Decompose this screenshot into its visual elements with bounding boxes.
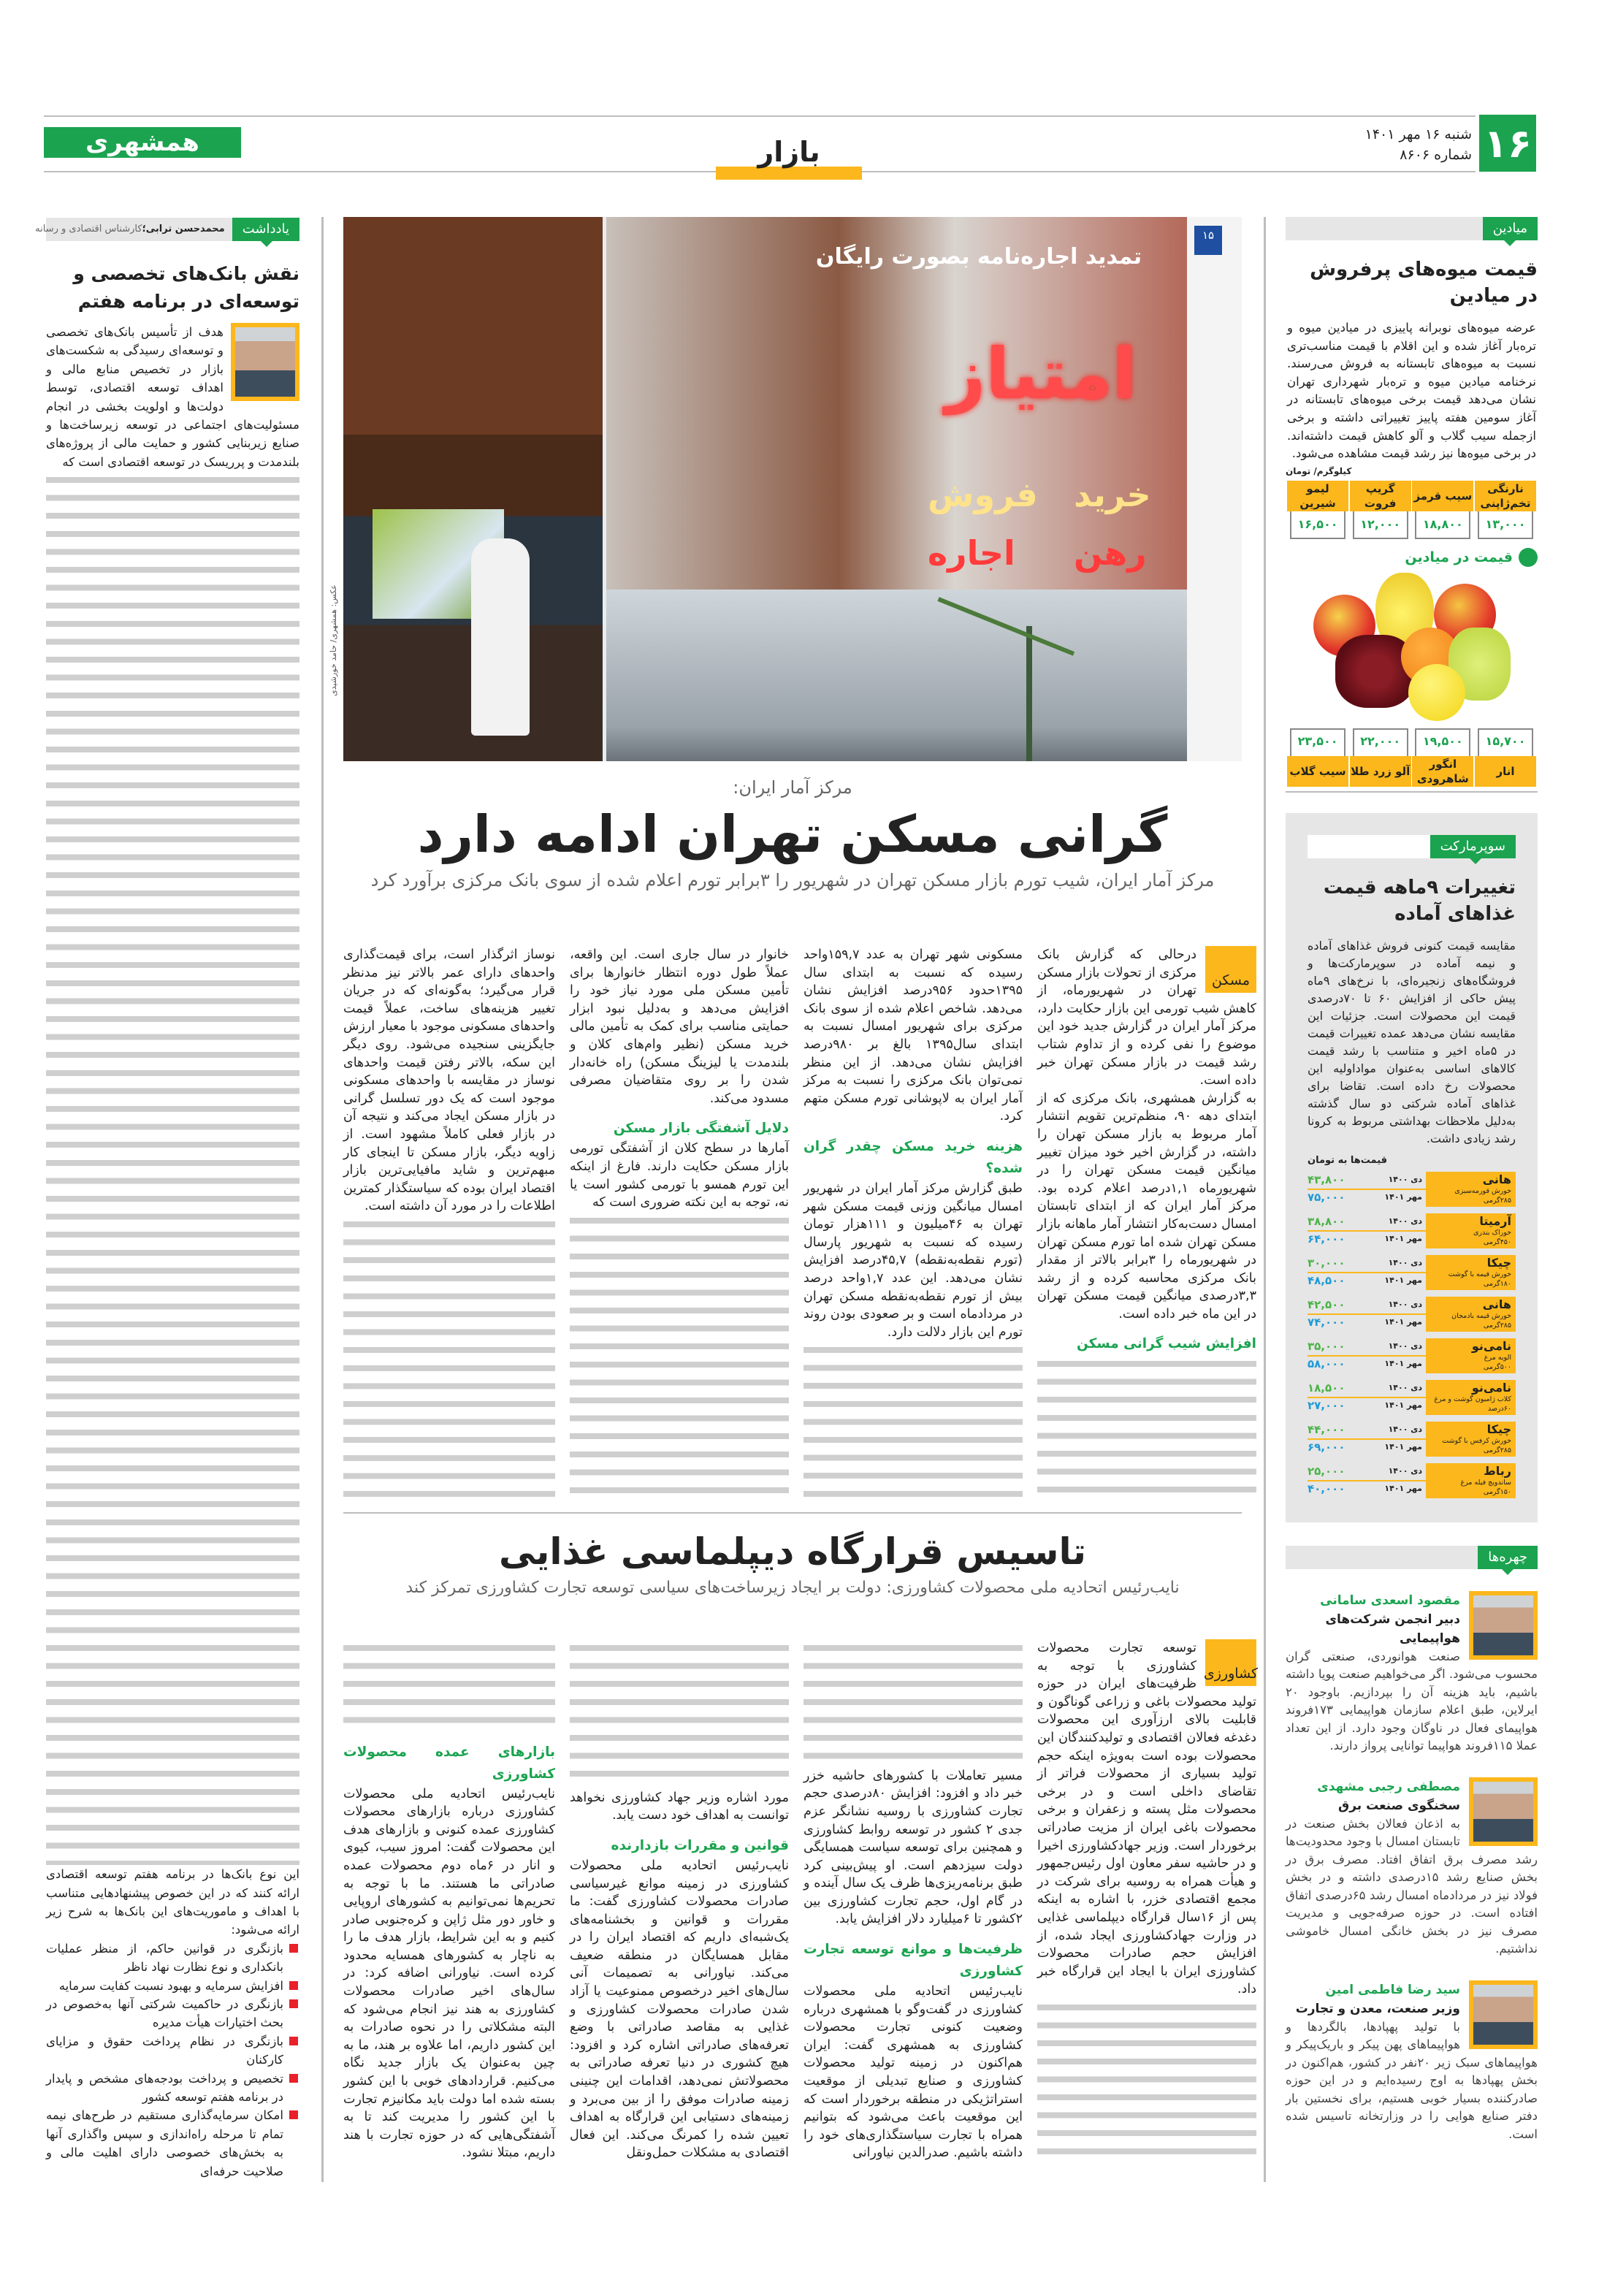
old-date-label: دی ۱۴۰۰: [1388, 1424, 1422, 1434]
product-weight: ۱۸۰گرمی: [1483, 1279, 1511, 1288]
person-entry: [1286, 1777, 1538, 1959]
product-label: [1426, 1213, 1516, 1248]
person-quote: به اذعان فعالان بخش صنعت در تابستان امسال با وجود محدودیت‌ها رشد مصرف برق اتفاق افتاد. مصرف برق در بخش صنایع رشد ۱۵درصدی داشته و در بخش فولاد نیز در مردادماه امسال رشد ۶۵درصدی اتفاق افتاده است. در حوزه صرفه‌جویی و مدیریت مصرف نیز در بخش خانگی امسال خاموشی نداشتیم.: [1286, 1816, 1538, 1956]
issue-date: شنبه ۱۶ مهر ۱۴۰۱: [1364, 126, 1472, 142]
fruit-price-box: [1415, 728, 1470, 785]
row-separator: [1308, 1272, 1426, 1273]
editorial-tag: یادداشت: [232, 218, 299, 241]
product-weight: ۲۸۵گرمی: [1483, 1446, 1511, 1454]
housing-p3: مسکونی شهر تهران به عدد ۱۵۹,۷واحد رسیده که نسبت به ابتدای سال ۱۳۹۵حدود ۹۵۶درصد افزایش نشان می‌دهد. شاخص اعلام شده از سوی بانک مرکزی برای شهریور امسال نسبت به ابتدای سال۱۳۹۵ بالغ بر ۹۸۰درصد افزایش نشان می‌دهد. از این منظر نمی‌توان بانک مرکزی را نسبت به مرکز آمار ایران به لاپوشانی تورم مسکن متهم کرد.: [804, 947, 1023, 1124]
price-row: [1308, 1297, 1516, 1332]
product-weight: ۴۵۰گرمی: [1483, 1237, 1511, 1246]
new-date-label: مهر ۱۴۰۱: [1384, 1483, 1422, 1493]
food-p2: مسیر تعاملات با کشورهای حاشیه خزر خبر داد و افزود: افزایش ۸۰درصدی حجم تجارت کشاورزی با روسیه نشانگر عزم جدی ۲ کشور در توسعه روابط کشاورزی و همچنین برای توسعه سیاست همسایگی دولت سیزدهم است. او پیش‌بینی کرد طبق برنامه‌ریزی‌ها ظرف یک سال آینده و در گام اول، حجم تجارت کشاورزی بین ۲کشور تا ۶میلیارد دلار افزایش یابد.: [804, 1768, 1023, 1927]
fruit-price: ۱۶,۵۰۰: [1297, 516, 1338, 531]
row-separator: [1308, 1480, 1426, 1481]
house-number-plate: ۱۵: [1194, 226, 1222, 255]
article-divider: [343, 1512, 1242, 1514]
photo-crane-mast: [1026, 626, 1032, 761]
photo-neon-buy: خرید: [1074, 475, 1151, 514]
price-values: [1308, 1338, 1426, 1373]
food-body-text: [570, 1639, 789, 1789]
supermarket-body: مقایسه قیمت کنونی فروش غذاهای آماده و نیمه آماده در سوپرمارکت‌ها و فروشگاه‌های زنجیره‌ای، با نرخ‌های ۹ماه پیش حاکی از افزایش ۶۰ تا ۷۰درصدی قیمت این محصولات است. جزئیات این مقایسه نشان می‌دهد عمده تغییرات قیمت در ۵ماه اخیر و متناسب با رشد قیمت کالاهای اساسی به‌عنوان مواداولیه این محصولات رخ داده است. تقاضا برای غذاهای آماده شرکتی دو سال گذشته به‌دلیل ملاحظات بهداشتی مربوط به کرونا رشد زیادی داشت.: [1308, 938, 1516, 1145]
header-top-rule: [44, 115, 1476, 117]
food-p3: نایب‌رئیس اتحادیه ملی محصولات کشاورزی در گفت‌وگو با همشهری درباره وضعیت کنونی تجارت محصولات کشاورزی به همشهری گفت: ایران هم‌اکنون در زمینه تولید محصولات کشاورزی و صنایع تبدیلی از موقعیت استراتژیکی در منطقه برخوردار است که این موقعیت باعث می‌شود که بتوانیم همراه با تجارت سیاستگذاری‌های خود را داشته باشیم. صدرالدین نیاورانی: [804, 1984, 1023, 2161]
fruit-price: ۱۸,۸۰۰: [1422, 516, 1463, 531]
food-col-1: [1037, 1639, 1259, 2162]
section-title: [716, 136, 862, 180]
column-rule-right: [1264, 217, 1266, 2182]
product-brand: نامی‌نو: [1471, 1338, 1511, 1353]
bullet-item: افزایش سرمایه و بهبود نسبت کفایت سرمایه: [46, 1977, 299, 1995]
legend-dot-icon: [1519, 548, 1538, 567]
person-role: سخنگوی صنعت برق: [1338, 1798, 1460, 1813]
product-name: ساندویچ فیله مرغ: [1460, 1478, 1511, 1487]
fruit-photo: [1306, 573, 1518, 722]
person-entry: [1286, 1980, 1538, 2144]
photo-neon-mortgage: رهن: [1074, 533, 1147, 573]
price-row: [1308, 1338, 1516, 1373]
photo-sign-top: تمدید اجاره‌نامه بصورت رایگان: [815, 244, 1142, 270]
price-row: [1308, 1380, 1516, 1415]
price-values: [1308, 1172, 1426, 1207]
product-label: [1426, 1255, 1516, 1290]
maidan-bottom-rule: [1286, 791, 1538, 793]
new-price: ۲۷,۰۰۰: [1308, 1398, 1345, 1412]
person-role: دبیر انجمن شرکت‌های هواپیمایی: [1325, 1612, 1460, 1646]
newspaper-logo: همشهری: [44, 127, 241, 158]
person-quote: با تولید پهپادها، بالگردها و هواپیماهای پهن پیکر و باریک‌پیکر و هواپیماهای سبک زیر ۲۰نفر در کشور، هم‌اکنون در بخش پهپادها به اوج رسیده‌ایم و در این حوزه صادرکننده بسیار خوبی هستیم، برای نخستین بار دفتر صنایع هوایی را در وزارتخانه تاسیس شده است.: [1286, 2019, 1538, 2141]
housing-photo: [343, 217, 1242, 761]
issue-info: [1329, 124, 1472, 165]
new-date-label: مهر ۱۴۰۱: [1384, 1316, 1422, 1327]
housing-kicker: مرکز آمار ایران:: [733, 777, 852, 798]
product-name: الویه مرغ: [1484, 1353, 1511, 1362]
new-price: ۴۰,۰۰۰: [1308, 1481, 1345, 1495]
photo-caption: عکس: همشهری/ حامد خورشیدی: [329, 584, 338, 696]
product-brand: آرمیتا: [1479, 1213, 1511, 1228]
food-p5: نایب‌رئیس اتحادیه ملی محصولات کشاورزی در زمینه موانع غیرسیاسی صادرات محصولات کشاورزی گفت: ما مقررات و قوانین و بخشنامه‌های یک‌شبه‌ای داریم که اقتصاد ایران را در مقابل همسایگان در منطقه ضعیف می‌کند. نیاورانی به تصمیمات آنی سال‌های اخیر درخصوص ممنوعیت یا آزاد شدن صادرات محصولات کشاورزی و غذایی به مقاصد صادراتی با وضع تعرفه‌های صادراتی اشاره کرد و افزود: هیچ کشوری در دنیا تعرفه صادراتی به محصولاتش نمی‌دهد، اقدامات این چنینی زمینه صادرات موفق را از بین می‌برد و زمینه‌های دستیابی این قرارگاه به اهداف تعیین شده را کمرنگ می‌کند. این فعال اقتصادی به مشکلات حمل‌ونقل: [570, 1858, 789, 2161]
row-separator: [1308, 1313, 1426, 1315]
price-row: [1308, 1172, 1516, 1207]
housing-subhead-2: هزینه خرید مسکن چقدر گران شده؟: [804, 1138, 1023, 1176]
faces-list: [1286, 1569, 1538, 2144]
fruit-price-box: [1478, 728, 1533, 778]
product-brand: هانی: [1482, 1297, 1511, 1311]
photo-crane-decal: [606, 590, 1187, 761]
housing-p2: به گزارش همشهری، بانک مرکزی که از ابتدای دهه ۹۰، منظم‌ترین تقویم انتشار آمار مربوط به بازار مسکن تهران را داشته، در گزارش اخیر خود میزان تغییر میانگین قیمت مسکن تهران را در شهریورماه ۱,۱درصد اعلام کرده بود. مرکز آمار ایران که از ابتدای تابستان امسال دست‌به‌کار انتشار آمار ماهانه بازار مسکن تهران شده اما تورم مسکن تهران در شهریورماه را ۳برابر بالاتر از مقدار بانک مرکزی محاسبه کرده و از رشد ۳,۳درصدی میانگین قیمت مسکن تهران در این ماه خبر داده است.: [1037, 1091, 1257, 1321]
housing-body-text: [1037, 1355, 1256, 1498]
price-values: [1308, 1463, 1426, 1498]
product-label: [1426, 1297, 1516, 1332]
new-date-label: مهر ۱۴۰۱: [1384, 1233, 1422, 1243]
maidan-unit: کیلوگرم/ تومان: [1286, 465, 1352, 476]
column-rule-left: [321, 217, 324, 2182]
editorial-tagbar: [35, 218, 299, 241]
fruit-price: ۱۲,۰۰۰: [1360, 516, 1401, 531]
fruit-name: لیمو شیرین: [1287, 481, 1348, 511]
product-name: خورش قیمه با گوشت: [1448, 1270, 1511, 1278]
food-body-text: [343, 1639, 555, 1731]
editorial-byline: [35, 224, 225, 235]
food-tag: کشاورزی: [1205, 1639, 1256, 1686]
product-name: خوراک بندری: [1473, 1228, 1511, 1237]
new-price: ۶۹,۰۰۰: [1308, 1440, 1345, 1454]
fruit-price-box: [1290, 481, 1345, 539]
price-row: [1308, 1255, 1516, 1290]
photo-neon-brand: امتیاز: [944, 333, 1137, 415]
bullet-item: تخصیص و پرداخت بودجه‌های مشخص و پایدار در برنامه هفتم توسعه کشور: [46, 2070, 299, 2107]
fruit-price: ۲۲,۰۰۰: [1360, 733, 1401, 748]
new-date-label: مهر ۱۴۰۱: [1384, 1400, 1422, 1410]
photo-person: [471, 538, 530, 736]
fruit-price: ۲۳,۵۰۰: [1297, 733, 1338, 748]
old-price: ۴۴,۰۰۰: [1308, 1422, 1345, 1436]
housing-body-text: [570, 1212, 789, 1498]
product-brand: چیکا: [1486, 1422, 1511, 1436]
editorial-author: محمدحسن ترابی؛: [142, 224, 225, 234]
product-weight: ۲۸۵گرمی: [1483, 1321, 1511, 1330]
housing-headline: گرانی مسکن تهران ادامه دارد: [417, 804, 1168, 864]
section-label: بازار: [757, 136, 820, 168]
food-p4: مورد اشاره وزیر جهاد کشاورزی نخواهد توانست به اهداف خود دست یابد.: [570, 1790, 789, 1823]
fruit-name: انار: [1475, 756, 1536, 787]
section-underline: [716, 167, 862, 180]
price-row: [1308, 1463, 1516, 1498]
maidan-legend: [1286, 548, 1538, 567]
old-price: ۲۵,۰۰۰: [1308, 1464, 1345, 1478]
old-price: ۴۳,۸۰۰: [1308, 1172, 1345, 1186]
old-date-label: دی ۱۴۰۰: [1388, 1257, 1422, 1267]
fruit-name: نارنگی تخم‌ژاپنی: [1475, 481, 1536, 511]
food-col-2: [804, 1639, 1023, 2162]
supermarket-title: تغییرات ۹ماهه قیمت غذاهای آماده: [1323, 876, 1516, 925]
product-label: [1426, 1422, 1516, 1457]
price-row: [1308, 1213, 1516, 1248]
housing-body-text: [804, 1341, 1023, 1498]
old-price: ۳۰,۰۰۰: [1308, 1256, 1345, 1270]
fruit-price: ۱۵,۷۰۰: [1485, 733, 1526, 748]
housing-lead: مرکز آمار ایران، شیب تورم بازار مسکن تهران در شهریور را ۳برابر تورم اعلام شده از سوی بانک مرکزی برآورد کرد: [370, 870, 1215, 890]
food-subhead-1: ظرفیت‌ها و موانع توسعه تجارت کشاورزی: [804, 1942, 1023, 1980]
new-price: ۷۵,۰۰۰: [1308, 1190, 1345, 1204]
new-date-label: مهر ۱۴۰۱: [1384, 1358, 1422, 1368]
photo-neon-sell: فروش: [928, 475, 1038, 514]
editorial-title: نقش بانک‌های تخصصی و توسعه‌ای در برنامه هفتم: [73, 263, 299, 312]
housing-body-text: [343, 1216, 555, 1498]
new-date-label: مهر ۱۴۰۱: [1384, 1191, 1422, 1202]
bullet-item: بازنگری در حاکمیت شرکتی آنها به‌خصوص در بحث اختیارات هیأت مدیره: [46, 1995, 299, 2032]
fruit-price: ۱۳,۰۰۰: [1485, 516, 1526, 531]
person-photo: [1469, 1591, 1538, 1660]
fruit-price: ۱۹,۵۰۰: [1422, 733, 1463, 748]
food-body-text: [804, 1639, 1023, 1767]
person-role: وزیر صنعت، معدن و تجارت: [1295, 2001, 1460, 2016]
product-weight: ۶۰درصد: [1487, 1404, 1511, 1413]
price-values: [1308, 1422, 1426, 1457]
fruit-price-box: [1413, 489, 1473, 539]
product-label: [1426, 1380, 1516, 1415]
faces-tagbar: [1286, 1546, 1538, 1569]
new-price: ۶۴,۰۰۰: [1308, 1232, 1345, 1246]
food-lead: نایب‌رئیس اتحادیه ملی محصولات کشاورزی: دولت بر ایجاد زیرساخت‌های سیاسی توسعه تجارت کشاورزی تمرکز کند: [405, 1579, 1180, 1597]
person-quote: صنعت هوانوردی، صنعتی گران محسوب می‌شود. اگر می‌خواهیم صنعت پویا داشته باشیم، باید هزینه آن را بپردازیم. باوجود ۲۰ ایرلاین، طبق اعلام سازمان هواپیمایی ۱۷۳فروند هواپیمای فعال در ناوگان وجود دارد. از این تعداد عملا ۱۱۵فروند هواپیما توانایی پرواز دارند.: [1286, 1649, 1538, 1753]
price-values: [1308, 1213, 1426, 1248]
old-date-label: دی ۱۴۰۰: [1388, 1299, 1422, 1309]
product-name: خورش کرفس با گوشت: [1442, 1436, 1511, 1445]
supermarket-tagbar: [1308, 835, 1516, 858]
maidan-tag: میادین: [1483, 217, 1538, 240]
price-values: [1308, 1380, 1426, 1415]
bullet-item: بازنگری در قوانین حاکم، از منظر عملیات بانکداری و نوع نظارت نهاد ناظر: [46, 1940, 299, 1977]
food-p1: توسعه تجارت محصولات کشاورزی با توجه به ظرفیت‌های ایران در حوزه تولید محصولات باغی و زراعی گوناگون و قابلیت بالای ارزآوری این محصولات دغدغه فعالان اقتصادی و تولیدکنندگان این محصولات بوده است به‌ویژه اینکه حجم تولید بسیاری از محصولات فراتر از تقاضای داخلی است و در برخی محصولات مثل پسته و زعفران و برخی محصولات باغی ایران از مزیت صادراتی برخوردار است. وزیر جهادکشاورزی اخیرا و در حاشیه سفر معاون اول رئیس‌جمهور و هیأت همراه به روسیه برای شرکت در مجمع اقتصادی خزر، با اشاره به اینکه پس از ۱۶سال قرارگاه دیپلماسی غذایی در وزارت جهادکشاورزی ایجاد شده، از افزایش حجم صادرات محصولات کشاورزی ایران با ایجاد این قرارگاه خبر داد.: [1037, 1641, 1256, 1997]
old-price: ۳۵,۰۰۰: [1308, 1339, 1345, 1353]
fruit-price-box: [1351, 728, 1411, 778]
editorial-column: [35, 218, 299, 2181]
editorial-body-text: [46, 471, 299, 1865]
housing-header: [343, 776, 1242, 941]
old-date-label: دی ۱۴۰۰: [1388, 1216, 1422, 1226]
person-name: مصطفی رجبی مشهدی: [1317, 1779, 1460, 1794]
housing-p5: خانوار در سال جاری است. این واقعه، عملاً طول دوره انتظار خانوارها برای تأمین مسکن ملی مورد نیاز خود را افزایش می‌دهد و به‌دلیل نبود ابزار حمایتی مناسب برای کمک به تأمین مالی خرید مسکن (نظیر وام‌های کلان و بلندمدت یا لیزینگ مسکن) راه خانه‌دار شدن را بر روی متقاضیان مصرفی مسدود می‌کند.: [570, 947, 789, 1106]
editorial-bullets: [46, 1940, 299, 2181]
price-values: [1308, 1255, 1426, 1290]
old-date-label: دی ۱۴۰۰: [1388, 1382, 1422, 1392]
housing-col-4: [343, 946, 555, 1498]
supermarket-unit: قیمت‌ها به تومان: [1308, 1154, 1388, 1166]
editorial-author-role: کارشناس اقتصادی و رسانه: [35, 224, 142, 234]
old-date-label: دی ۱۴۰۰: [1388, 1340, 1422, 1351]
person-photo: [1469, 1980, 1538, 2049]
food-col-3: [570, 1639, 789, 2162]
fruit-name: آلو زرد طلا: [1350, 756, 1411, 787]
housing-col-3: [570, 946, 789, 1498]
product-label: [1426, 1172, 1516, 1207]
fruit-name: گریپ فروت: [1350, 481, 1411, 511]
old-price: ۱۸,۵۰۰: [1308, 1381, 1345, 1395]
product-brand: رباط: [1484, 1463, 1511, 1478]
fruit-price-row-top: [1286, 481, 1538, 539]
editorial-intro: هدف از تأسیس بانک‌های تخصصی و توسعه‌ای رسیدگی به شکست‌های بازار در تخصیص منابع مالی و اهداف توسعه اقتصادی، توسط دولت‌ها و اولویت بخشی در انجام مسئولیت‌های اجتماعی در توسعه زیرساخت‌ها و صنایع زیربنایی کشور و حمایت مالی از پروژه‌های بلندمدت و پرریسک در توسعه اقتصادی است که: [46, 325, 299, 469]
food-header: [343, 1525, 1242, 1633]
row-separator: [1308, 1438, 1426, 1440]
new-price: ۷۴,۰۰۰: [1308, 1315, 1345, 1329]
editorial-author-photo: [231, 323, 299, 401]
maidan-title: قیمت میوه‌های پرفروش در میادین: [1310, 259, 1538, 307]
housing-subhead-3: دلایل آشفتگی بازار مسکن: [613, 1121, 789, 1137]
housing-tag: مسکن: [1205, 946, 1256, 993]
right-column: [1286, 217, 1538, 2189]
row-separator: [1308, 1230, 1426, 1232]
fruit-price-box: [1478, 481, 1533, 539]
housing-subhead-1: افزایش شیب گرانی مسکن: [1076, 1336, 1256, 1352]
old-date-label: دی ۱۴۰۰: [1388, 1465, 1422, 1476]
price-values: [1308, 1297, 1426, 1332]
bullet-item: بازنگری در نظام پرداخت حقوق و مزایای کارکنان: [46, 2032, 299, 2070]
food-p6: نایب‌رئیس اتحادیه ملی محصولات کشاورزی درباره بازارهای محصولات کشاورزی عمده کنونی و بازارهای هدف این محصولات گفت: امروز سیب، کیوی و انار در ۶ماه دوم محصولات عمده صادراتی ما هستند. ما با توجه به تحریم‌ها نمی‌توانیم به کشورهای اروپایی و خاور دور مثل ژاپن و کره‌جنوبی صادر کنیم و به این شرایط، بازار هدف ما را به ناچار به کشورهای همسایه محدود کرده است. نیاورانی اضافه کرد: در سال‌های اخیر صادرات محصولات کشاورزی به هند نیز انجام می‌شود که البته مشکلاتی را در نحوه صادرات به این کشور داریم، اما علاوه بر هند، ما به چین به‌عنوان یک بازار جدید نگاه می‌کنیم. قراردادهای خوبی با این کشور بسته شده اما دولت باید مکانیزم تجارت با این کشور را مدیریت کند تا به آشفتگی‌هایی که در حوزه تجارت با هند داریم، مبتلا نشود.: [343, 1786, 555, 2161]
person-photo: [1469, 1777, 1538, 1846]
price-row: [1308, 1422, 1516, 1457]
row-separator: [1308, 1355, 1426, 1357]
person-entry: [1286, 1591, 1538, 1755]
housing-col-2: [804, 946, 1023, 1498]
supermarket-tag: سوپرمارکت: [1430, 835, 1516, 858]
bullet-item: امکان سرمایه‌گذاری مستقیم در طرح‌های نیمه تمام تا مرحله راه‌اندازی و سپس واگذاری آنها به بخش‌های خصوصی دارای اهلیت مالی و صلاحیت حرفه‌ای: [46, 2106, 299, 2181]
old-price: ۳۸,۸۰۰: [1308, 1214, 1345, 1228]
person-name: سید رضا فاطمی امین: [1325, 1982, 1460, 1997]
photo-pillar: [1187, 217, 1242, 761]
fruit-name: سیب قرمز: [1412, 481, 1473, 511]
old-price: ۴۲,۵۰۰: [1308, 1297, 1345, 1311]
fruit-price-box: [1353, 481, 1408, 539]
page-number: ۱۶: [1479, 115, 1536, 172]
old-date-label: دی ۱۴۰۰: [1388, 1174, 1422, 1184]
row-separator: [1308, 1397, 1426, 1398]
product-weight: ۵۰۰گرمی: [1483, 1362, 1511, 1371]
food-subhead-2: قوانین و مقررات بازدارنده: [611, 1837, 789, 1853]
food-subhead-3: بازارهای عمده محصولات کشاورزی: [343, 1744, 555, 1782]
product-label: [1426, 1338, 1516, 1373]
legend-label: قیمت در میادین: [1405, 549, 1513, 565]
supermarket-box: [1286, 813, 1538, 1522]
fruit-name: سیب گلاب: [1287, 756, 1348, 787]
fruit-price-row-bottom: [1286, 728, 1538, 785]
issue-number: شماره ۸۶۰۶: [1400, 147, 1472, 163]
maidan-tagbar: [1286, 217, 1538, 240]
product-name: خورش قیمه بادمجان: [1451, 1311, 1511, 1320]
supermarket-price-table: [1308, 1172, 1516, 1498]
product-brand: چیکا: [1486, 1255, 1511, 1270]
editorial-outro: این نوع بانک‌ها در برنامه هفتم توسعه اقتصادی ارائه کنند که در این خصوص پیشنهادهایی متناسب با اهداف و ماموریت‌های این بانک‌ها به شرح زیر ارائه می‌شود:: [46, 1867, 299, 1937]
housing-p7: نوساز اثرگذار است، برای قیمت‌گذاری واحدهای دارای عمر بالاتر نیز مدنظر قرار می‌گیرد؛ به‌گونه‌ای که در جریان تغییر هزینه‌های ساخت، عملاً قیمت واحدهای مسکونی موجود با معیار ارزش جایگزینی سنجیده می‌شود. روی دیگر این سکه، بالاتر رفتن قیمت واحدهای نوساز در مقایسه با واحدهای مسکونی موجود است که یک دور تسلسل گرانی در بازار مسکن ایجاد می‌کند و نتیجه آن در بازار فعلی کاملاً مشهود است. از زاویه دیگر، بازار مسکن تا اینجای کار مبهم‌ترین و شاید مافیایی‌ترین بازار اقتصاد ایران بوده که سیاستگذار کمترین اطلاعات را در مورد آن داشته است.: [343, 947, 555, 1214]
housing-p6: آمارها در سطح کلان از آشفتگی تورمی بازار مسکن حکایت دارند. فارغ از اینکه این تورم همسو با تورمی کشور است یا نه، توجه به این نکته ضروری است که: [570, 1141, 789, 1210]
fruit-name: انگور شاهرودی: [1412, 756, 1473, 787]
photo-neon-rent: اجاره: [928, 533, 1015, 573]
product-weight: ۲۸۵گرمی: [1483, 1196, 1511, 1205]
person-name: مقصود اسعدی سامانی: [1320, 1593, 1460, 1608]
row-separator: [1308, 1189, 1426, 1190]
product-brand: نامی‌نو: [1471, 1380, 1511, 1395]
product-label: [1426, 1463, 1516, 1498]
new-price: ۴۸,۵۰۰: [1308, 1273, 1345, 1287]
housing-p1: درحالی که گزارش بانک مرکزی از تحولات بازار مسکن تهران در شهریورماه، از کاهش شیب تورمی این بازار حکایت دارد، مرکز آمار ایران در گزارش جدید خود این موضوع را نفی کرده و از تداوم شتاب رشد قیمت در بازار مسکن تهران خبر داده است.: [1037, 947, 1256, 1088]
housing-p4: طبق گزارش مرکز آمار ایران در شهریور امسال میانگین وزنی قیمت مسکن شهر تهران به ۴۶میلیون و ۱۱۱هزار تومان رسیده که نسبت به شهریور پارسال (تورم نقطه‌به‌نقطه) ۴۵,۷درصد افزایش نشان می‌دهد. این عدد ۱,۷واحد درصد بیش از تورم نقطه‌به‌نقطه مسکن تهران در مردادماه است و بر صعودی بودن روند تورم این بازار دلالت دارد.: [804, 1181, 1023, 1340]
product-name: کلاب ژامبون گوشت و مرغ: [1434, 1395, 1511, 1403]
new-date-label: مهر ۱۴۰۱: [1384, 1441, 1422, 1452]
faces-tag: چهره‌ها: [1478, 1546, 1538, 1569]
housing-col-1: [1037, 946, 1256, 1498]
food-body-text: [1037, 1999, 1256, 2162]
food-col-4: [343, 1639, 555, 2162]
new-date-label: مهر ۱۴۰۱: [1384, 1275, 1422, 1285]
fruit-price-box: [1289, 728, 1346, 778]
new-price: ۵۸,۰۰۰: [1308, 1357, 1345, 1370]
maidan-body: عرضه میوه‌های نوبرانه پاییزی در میادین میوه و تره‌بار آغاز شده و این اقلام با قیمت مناسب‌تری نسبت به میوه‌های تابستانه به فروش می‌رسند. نرخنامه میادین میوه و تره‌بار شهرداری تهران نشان می‌دهد قیمت برخی میوه‌های تابستانه در آغاز سومین هفته پاییز تغییراتی داشته و برخی ازجمله سیب گلاب و آلو کاهش قیمت داشته‌اند. در برخی میوه‌ها نیز رشد قیمت مشاهده می‌شود.: [1287, 321, 1536, 461]
food-headline: تاسیس قرارگاه دیپلماسی غذایی: [499, 1530, 1087, 1573]
product-brand: هانی: [1482, 1172, 1511, 1186]
product-name: خورش قورمه‌سبزی: [1454, 1186, 1511, 1195]
product-weight: ۱۵۰گرمی: [1483, 1487, 1511, 1496]
